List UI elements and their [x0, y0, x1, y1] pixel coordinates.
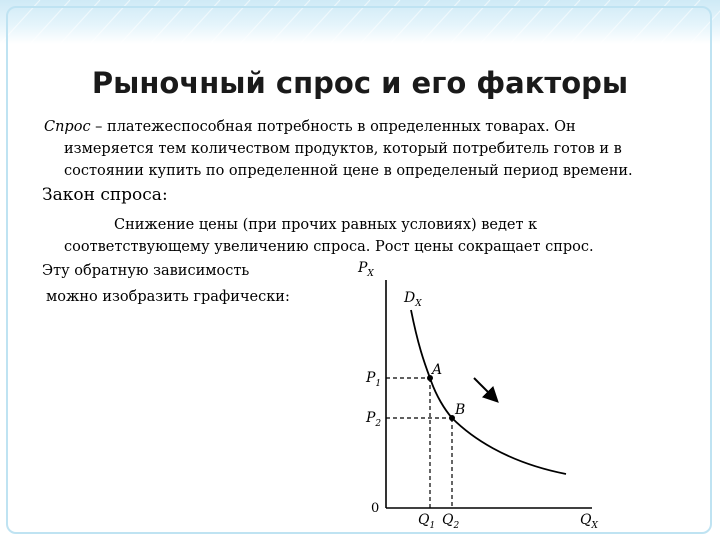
q2-label: $Q_2$	[442, 512, 460, 531]
curve-label: $D_X$	[404, 290, 422, 309]
law-line-1: Снижение цены (при прочих равных условиях) ведет к	[114, 217, 538, 233]
definition-line-2: измеряется тем количеством продуктов, который потребитель готов и в	[64, 141, 622, 157]
inverse-line-1: Эту обратную зависимость	[42, 263, 250, 279]
law-line-2: соответствующему увеличению спроса. Рост цены сокращает спрос.	[64, 239, 594, 255]
definition-line-1: – платежеспособная потребность в определенных товарах. Он	[90, 119, 576, 135]
movement-arrow-icon	[474, 378, 496, 400]
inverse-line-2: можно изобразить графически:	[46, 289, 290, 305]
y-axis-label: $P_X$	[358, 260, 374, 279]
p2-label: $P_2$	[366, 410, 382, 429]
slide-title: Рыночный спрос и его факторы	[91, 66, 629, 100]
law-heading: Закон спроса:	[42, 185, 168, 205]
origin-label: 0	[371, 501, 380, 516]
point-b-label: B	[455, 402, 466, 418]
q1-label: $Q_1$	[418, 512, 436, 531]
p1-label: $P_1$	[366, 370, 382, 389]
definition-line-3: состоянии купить по определенной цене в определеный период времени.	[64, 163, 633, 179]
definition-term: Спрос	[44, 119, 91, 135]
x-axis-label: $Q_X$	[580, 512, 598, 531]
point-a-label: A	[432, 362, 443, 378]
